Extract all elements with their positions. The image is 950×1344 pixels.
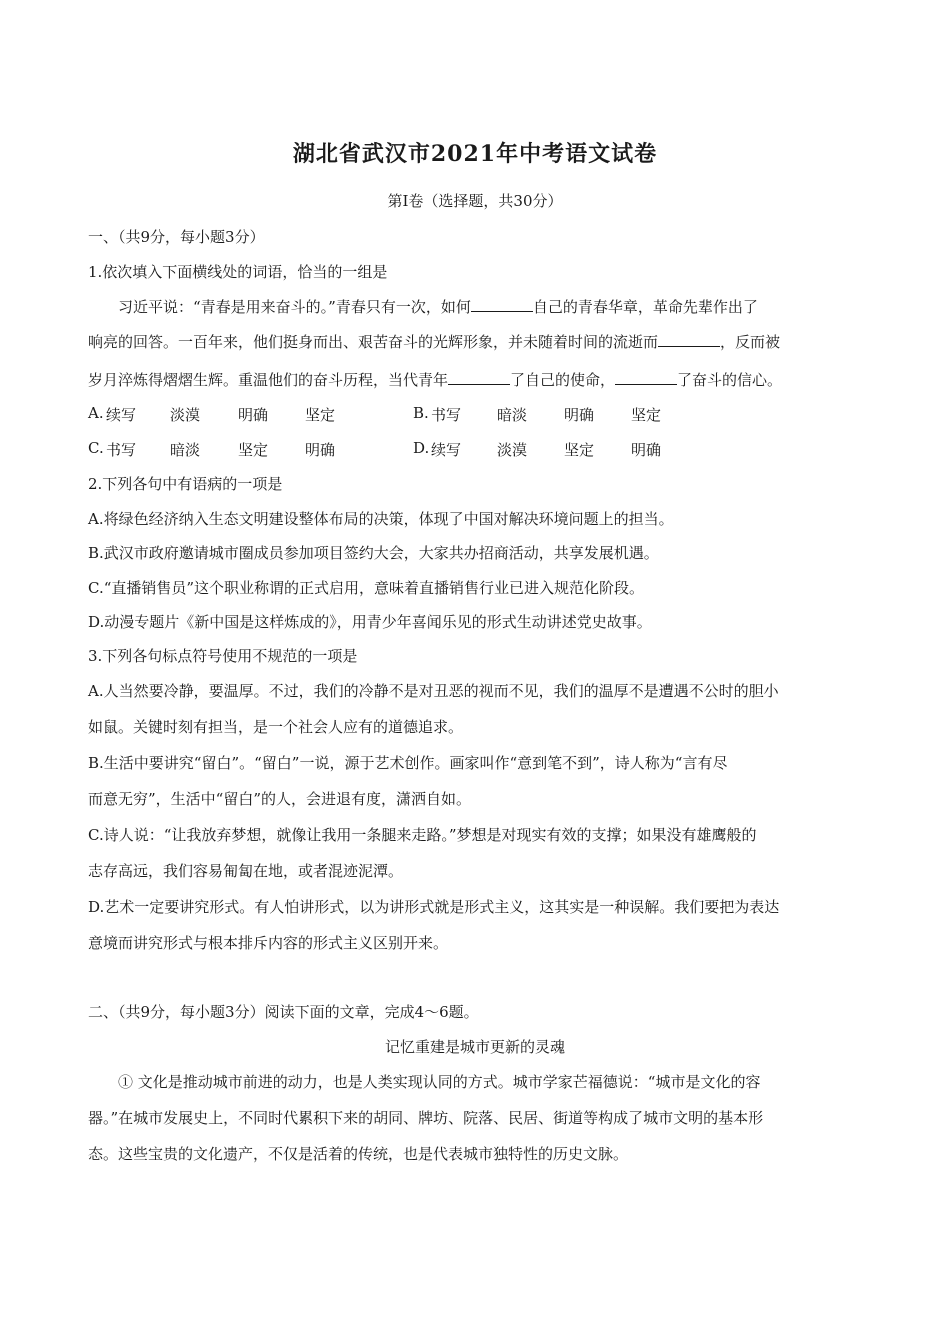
- fill-blank-4: [615, 372, 677, 385]
- q1-passage-line3-b: 了自己的使命，: [510, 371, 616, 389]
- q3-option-c-line2: 志存高远，我们容易匍匐在地，或者混迹泥潭。: [88, 862, 404, 880]
- q1-option-a-word2: 淡漠: [170, 406, 201, 424]
- q1-option-a-word3: 明确: [238, 406, 269, 424]
- q1-passage-line1-a: 习近平说：“青春是用来奋斗的。”青春只有一次，如何: [118, 298, 471, 316]
- q1-option-d-word4: 明确: [631, 441, 662, 459]
- q1-option-b-word2: 暗淡: [497, 406, 528, 424]
- article-para1-line2: 器。”在城市发展史上，不同时代累积下来的胡同、牌坊、院落、民居、街道等构成了城市文明的基本形: [88, 1109, 764, 1127]
- q1-option-a-word4: 坚定: [305, 406, 336, 424]
- q2-option-d: D.动漫专题片《新中国是这样炼成的》，用青少年喜闻乐见的形式生动讲述党史故事。: [88, 613, 652, 631]
- q1-option-b-word1: 书写: [431, 406, 462, 424]
- q3-option-b-line2: 而意无穷”，生活中“留白”的人，会进退有度，潇洒自如。: [88, 790, 472, 808]
- q3-option-a-line1: A.人当然要冷静，要温厚。不过，我们的冷静不是对丑恶的视而不见，我们的温厚不是遭遇不公时的胆小: [88, 682, 779, 700]
- q1-option-a-label: A.: [88, 404, 104, 422]
- q1-passage-line3: [88, 369, 782, 390]
- q3-option-c-line1: C.诗人说：“让我放弃梦想，就像让我用一条腿来走路。”梦想是对现实有效的支撑；如果没有雄鹰般的: [88, 826, 757, 844]
- q1-option-c-word2: 暗淡: [170, 441, 201, 459]
- section2-heading: 二、（共9分，每小题3分）阅读下面的文章，完成4～6题。: [88, 1003, 479, 1021]
- q1-passage-line2-a: 响亮的回答。一百年来，他们挺身而出、艰苦奋斗的光辉形象，并未随着时间的流逝而: [88, 333, 659, 351]
- q1-option-b-label: B.: [413, 404, 429, 422]
- q1-stem: 1.依次填入下面横线处的词语，恰当的一组是: [88, 263, 388, 281]
- q3-option-d-line1: D.艺术一定要讲究形式。有人怕讲形式，以为讲形式就是形式主义，这其实是一种误解。我们要把为表达: [88, 898, 780, 916]
- q1-passage-line2: [88, 331, 780, 352]
- q1-passage-line3-a: 岁月淬炼得熠熠生辉。重温他们的奋斗历程，当代青年: [88, 371, 449, 389]
- q2-option-b: B.武汉市政府邀请城市圈成员参加项目签约大会，大家共办招商活动，共享发展机遇。: [88, 544, 659, 562]
- q1-passage-line1: [118, 296, 758, 317]
- q1-option-d-word2: 淡漠: [497, 441, 528, 459]
- article-title: 记忆重建是城市更新的灵魂: [384, 1038, 565, 1056]
- q3-option-d-line2: 意境而讲究形式与根本排斥内容的形式主义区别开来。: [88, 934, 449, 952]
- q1-option-c-label: C.: [88, 439, 104, 457]
- q2-option-c: C.“直播销售员”这个职业称谓的正式启用，意味着直播销售行业已进入规范化阶段。: [88, 579, 645, 597]
- q1-option-c-word3: 坚定: [238, 441, 269, 459]
- q1-option-c-word1: 书写: [106, 441, 137, 459]
- q2-option-a: A.将绿色经济纳入生态文明建设整体布局的决策，体现了中国对解决环境问题上的担当。: [88, 510, 674, 528]
- fill-blank-1: [471, 299, 533, 312]
- q3-option-b-line1: B.生活中要讲究“留白”。“留白”一说，源于艺术创作。画家叫作“意到笔不到”，诗人称为“言有尽: [88, 754, 728, 772]
- q1-option-c-word4: 明确: [305, 441, 336, 459]
- q1-option-b-word4: 坚定: [631, 406, 662, 424]
- article-para1-line1: ① 文化是推动城市前进的动力，也是人类实现认同的方式。城市学家芒福德说：“城市是文化的容: [118, 1073, 761, 1091]
- q1-passage-line3-c: 了奋斗的信心。: [677, 371, 783, 389]
- section1-heading: 一、（共9分，每小题3分）: [88, 228, 265, 246]
- q1-option-d-word3: 坚定: [564, 441, 595, 459]
- q1-option-b-word3: 明确: [564, 406, 595, 424]
- volume-heading: 第Ⅰ卷（选择题，共30分）: [387, 192, 563, 210]
- page-title: 湖北省武汉市2021年中考语文试卷: [292, 141, 658, 167]
- q1-option-a-word1: 续写: [106, 406, 137, 424]
- q1-passage-line1-b: 自己的青春华章，革命先辈作出了: [532, 298, 758, 316]
- q1-option-d-word1: 续写: [431, 441, 462, 459]
- q3-option-a-line2: 如鼠。关键时刻有担当，是一个社会人应有的道德追求。: [88, 718, 464, 736]
- article-para1-line3: 态。这些宝贵的文化遗产，不仅是活着的传统，也是代表城市独特性的历史文脉。: [88, 1145, 629, 1163]
- q3-stem: 3.下列各句标点符号使用不规范的一项是: [88, 647, 358, 665]
- fill-blank-2: [658, 334, 720, 347]
- fill-blank-3: [448, 372, 510, 385]
- q1-option-d-label: D.: [413, 439, 430, 457]
- q1-passage-line2-b: ，反而被: [720, 333, 781, 351]
- q2-stem: 2.下列各句中有语病的一项是: [88, 475, 283, 493]
